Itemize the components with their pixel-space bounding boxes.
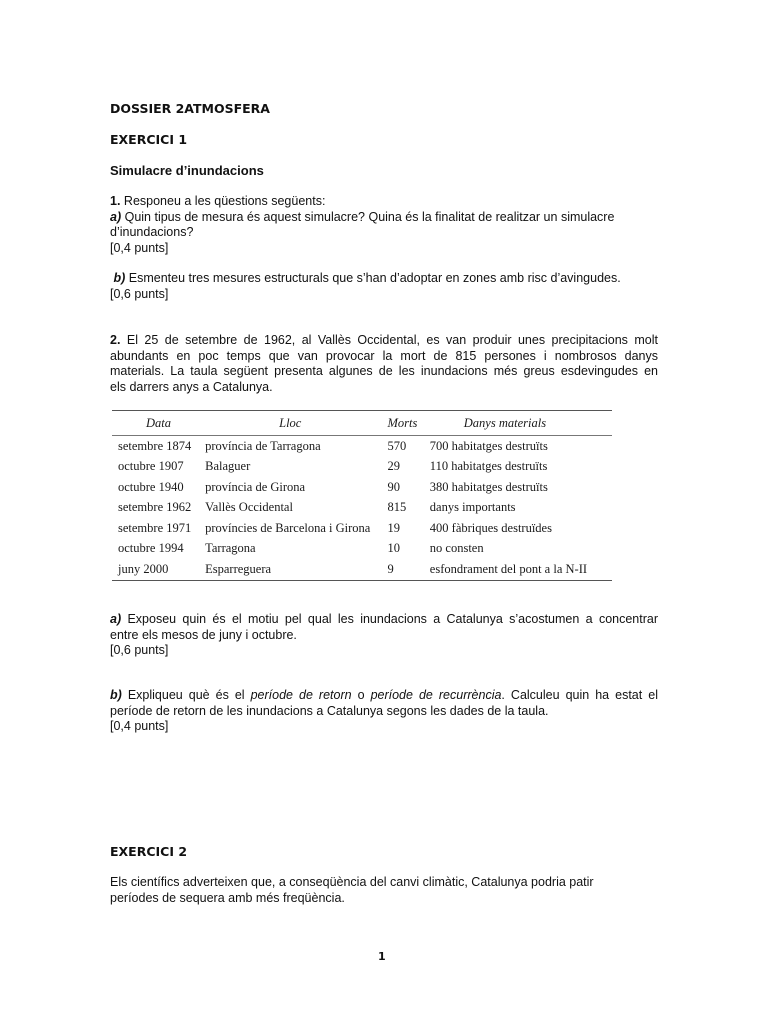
floods-table-container [112,410,612,581]
question-2b-line-2: període de retorn de les inundacions a Catalunya segons les dades de la taula. [110,703,549,718]
exercise-2-text [110,875,658,906]
header-morts: Morts [381,411,423,436]
table-row [112,477,612,498]
exercise-1-heading: EXERCICI 1 [110,132,188,147]
header-lloc: Lloc [199,411,381,436]
exercise-2-line-2: períodes de sequera amb més freqüència. [110,890,345,905]
question-2b-points: [0,4 punts] [110,719,169,733]
question-2a-letter: a) [110,612,122,626]
cell-morts: 10 [387,541,400,556]
cell-data: octubre 1940 [118,479,184,494]
cell-lloc: província de Tarragona [205,438,321,453]
table-row [112,457,612,478]
cell-danys: 700 habitatges destruïts [429,438,548,453]
question-2a-line-2: entre els mesos de juny i octubre. [110,627,297,642]
question-2 [110,333,658,395]
question-1a-letter: a) [110,209,122,224]
cell-morts: 29 [387,459,400,474]
cell-data: setembre 1874 [118,438,192,453]
question-1b-points: [0,6 punts] [110,286,169,301]
document-title: DOSSIER 2ATMOSFERA [110,101,270,116]
question-1b [110,271,658,302]
table-row [112,436,612,457]
question-2a-points: [0,6 punts] [110,643,169,657]
question-2b [110,688,658,735]
exercise-1-subtitle: Simulacre d’inundacions [110,163,264,178]
question-2-line-1: 2. El 25 de setembre de 1962, al Vallès Occidental, es van produir unes precipitacions molt [110,333,658,347]
cell-morts: 19 [387,520,400,535]
cell-data: octubre 1907 [118,459,184,474]
question-2a [110,612,658,659]
term-periode-de-retorn: període de retorn [250,688,352,702]
table-row [112,559,612,580]
cell-lloc: Tarragona [205,541,256,556]
table-header-row [112,411,612,436]
cell-lloc: Esparreguera [199,559,381,580]
question-2-line-4: els darrers anys a Catalunya. [110,379,273,394]
term-periode-de-recurrencia: període de recurrència [370,688,502,702]
cell-morts: 9 [381,559,423,580]
question-1-number: 1. [110,194,121,208]
cell-data: setembre 1971 [118,520,192,535]
table-row [112,518,612,539]
cell-danys: 400 fàbriques destruïdes [429,520,552,535]
question-1b-line: b) Esmenteu tres mesures estructurals que s’han d’adoptar en zones amb risc d’avingudes. [113,271,621,285]
page-number: 1 [378,950,386,963]
cell-data: setembre 1962 [118,500,192,515]
cell-data: octubre 1994 [118,541,184,556]
cell-morts: 90 [387,479,400,494]
header-data: Data [112,411,199,436]
cell-morts: 815 [387,500,407,515]
question-1b-letter: b) [113,271,126,285]
question-1a-line-1: a) Quin tipus de mesura és aquest simulacre? Quina és la finalitat de realitzar un simulacre [110,209,615,224]
cell-danys: esfondrament del pont a la N-II [424,559,612,580]
header-danys: Danys materials [424,411,612,436]
question-1a-points: [0,4 punts] [110,240,169,255]
cell-lloc: províncies de Barcelona i Girona [205,520,371,535]
cell-lloc: província de Girona [205,479,306,494]
question-2-number: 2. [110,333,121,347]
floods-table [112,410,612,581]
table-row [112,539,612,560]
cell-lloc: Vallès Occidental [205,500,293,515]
cell-danys: danys importants [429,500,516,515]
cell-danys: no consten [429,541,484,556]
question-2a-line-1: a) Exposeu quin és el motiu pel qual les inundacions a Catalunya s’acostumen a concentrar [110,612,658,626]
question-2-line-2: abundants en poc temps que van provocar la mort de 815 persones i nombrosos danys [110,348,658,363]
cell-lloc: Balaguer [205,459,251,474]
cell-morts: 570 [387,438,407,453]
cell-danys: 110 habitatges destruïts [429,459,548,474]
question-2b-letter: b) [110,688,122,702]
question-1 [110,194,658,256]
question-1-intro: 1. Responeu a les qüestions següents: [110,194,326,208]
question-1a-line-2: d’inundacions? [110,225,194,239]
cell-data: juny 2000 [112,559,199,580]
question-2-line-3: materials. La taula següent presenta algunes de les inundacions més greus esdevingudes en [110,364,658,378]
question-2b-line-1: b) Expliqueu què és el període de retorn o període de recurrència. Calculeu quin ha estat el [110,688,658,702]
table-row [112,498,612,519]
exercise-2-line-1: Els científics adverteixen que, a conseqüència del canvi climàtic, Catalunya podria patir [110,875,594,889]
exercise-2-heading: EXERCICI 2 [110,844,188,859]
cell-danys: 380 habitatges destruïts [429,479,548,494]
